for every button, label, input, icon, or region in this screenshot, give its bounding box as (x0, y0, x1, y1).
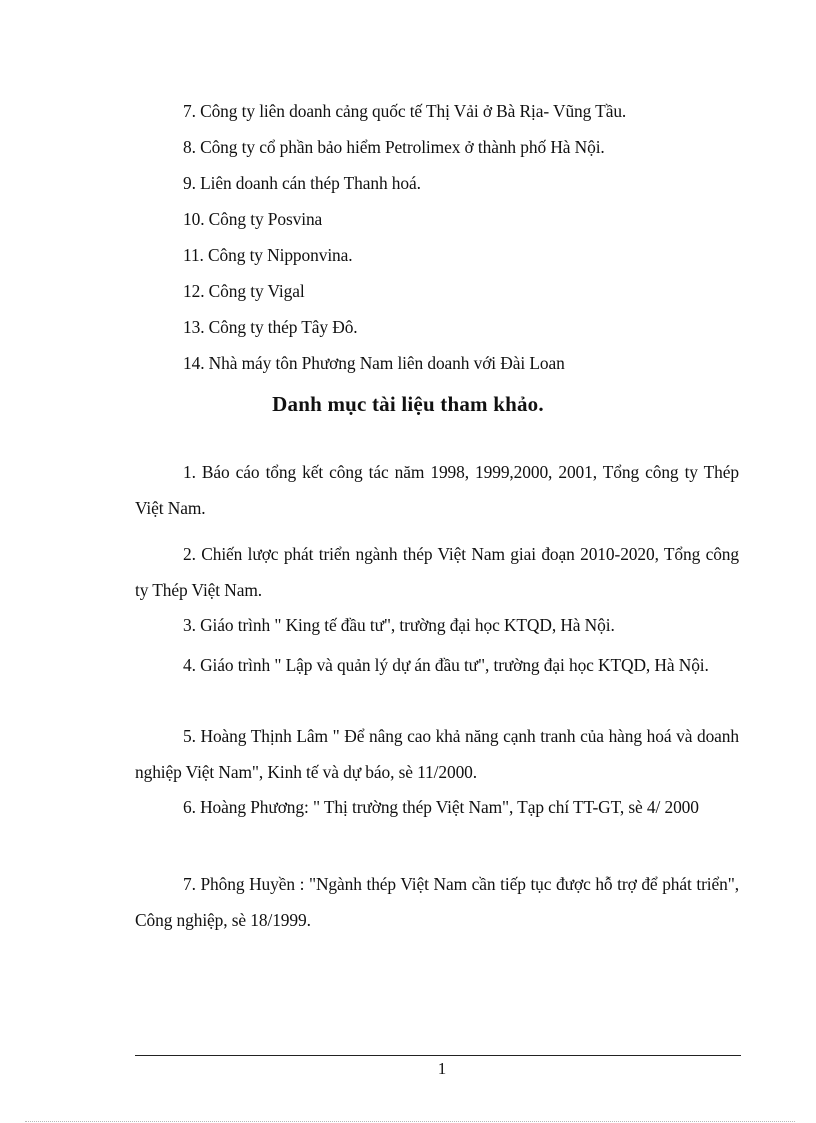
list-item: 8. Công ty cổ phần bảo hiểm Petrolimex ở thành phố Hà Nội. (183, 137, 605, 157)
page-boundary (25, 1121, 795, 1122)
list-item: 14. Nhà máy tôn Phương Nam liên doanh với Đài Loan (183, 353, 565, 373)
footer-divider (135, 1055, 741, 1056)
list-item: 13. Công ty thép Tây Đô. (183, 317, 358, 337)
reference-item: 4. Giáo trình " Lập và quản lý dự án đầu tư", trường đại học KTQD, Hà Nội. (183, 655, 709, 675)
list-item: 9. Liên doanh cán thép Thanh hoá. (183, 173, 421, 193)
reference-item: 6. Hoàng Phương: " Thị trường thép Việt Nam", Tạp chí TT-GT, sè 4/ 2000 (183, 797, 699, 817)
reference-item: 1. Báo cáo tổng kết công tác năm 1998, 1999,2000, 2001, Tổng công ty Thép Việt Nam. (135, 462, 739, 518)
reference-item: 3. Giáo trình " King tế đầu tư", trường đại học KTQD, Hà Nội. (183, 615, 615, 635)
reference-item: 2. Chiến lược phát triển ngành thép Việt Nam giai đoạn 2010-2020, Tổng công ty Thép Việt Nam. (135, 544, 739, 600)
reference-item: 7. Phông Huyền : "Ngành thép Việt Nam cần tiếp tục được hỗ trợ để phát triển", Công nghiệp, sè 18/1999. (135, 874, 739, 930)
reference-item: 5. Hoàng Thịnh Lâm " Để nâng cao khả năng cạnh tranh của hàng hoá và doanh nghiệp Việt Nam", Kinh tế và dự báo, sè 11/2000. (135, 726, 739, 782)
references-heading: Danh mục tài liệu tham khảo. (272, 392, 544, 416)
list-item: 11. Công ty Nipponvina. (183, 245, 353, 265)
list-item: 7. Công ty liên doanh cảng quốc tế Thị Vải ở Bà Rịa- Vũng Tầu. (183, 101, 627, 121)
list-item: 12. Công ty Vigal (183, 281, 305, 301)
page-number: 1 (437, 1059, 447, 1078)
list-item: 10. Công ty Posvina (183, 209, 323, 229)
